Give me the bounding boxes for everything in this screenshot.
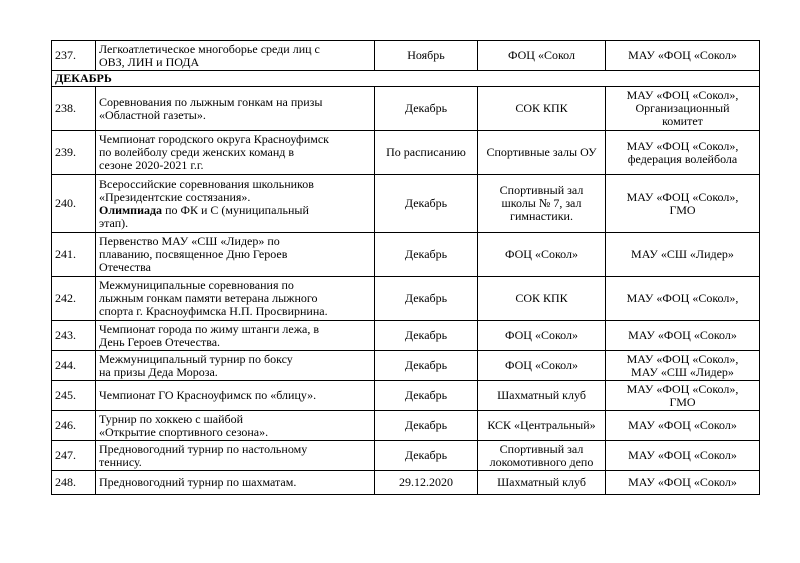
table-row [52, 381, 760, 411]
event-date-line: Декабрь [404, 448, 448, 462]
row-number-line: 242. [55, 291, 76, 305]
event-venue-cell [478, 277, 606, 321]
event-name-cell [96, 233, 375, 277]
event-organizer-line: МАУ «ФОЦ «Сокол», [626, 381, 739, 396]
event-name-line: Всероссийские соревнования школьников [99, 176, 314, 191]
event-organizer-cell [606, 87, 760, 131]
event-venue-line: СОК КПК [515, 291, 568, 305]
row-number-cell [52, 233, 96, 277]
event-name-line: Чемпионат ГО Красноуфимск по «блицу». [99, 388, 317, 402]
events-schedule-table [51, 40, 760, 495]
event-organizer-line: ГМО [669, 394, 696, 409]
row-number-line: 238. [55, 101, 76, 115]
event-name-line: «Открытие спортивного сезона». [99, 424, 269, 439]
event-date-line: Декабрь [404, 358, 448, 372]
section-header-row [52, 71, 760, 87]
event-date-cell [375, 277, 478, 321]
table-row [52, 321, 760, 351]
row-number-cell [52, 41, 96, 71]
table-row [52, 233, 760, 277]
event-name-cell [96, 131, 375, 175]
row-number-line: 239. [55, 145, 76, 159]
event-date-line: Декабрь [404, 247, 448, 261]
event-date-cell [375, 41, 478, 71]
event-date-cell [375, 233, 478, 277]
event-organizer-line: Организационный [635, 101, 730, 115]
event-name-line: лыжным гонкам памяти ветерана лыжного [99, 291, 318, 305]
event-venue-line: Спортивные залы ОУ [486, 145, 597, 159]
table-row [52, 87, 760, 131]
row-number-cell [52, 175, 96, 233]
event-name-line: этап). [99, 215, 129, 230]
event-date-line: По расписанию [386, 145, 466, 159]
row-number-line: 245. [55, 388, 76, 402]
row-number-cell [52, 131, 96, 175]
event-organizer-cell [606, 175, 760, 233]
event-name-cell [96, 277, 375, 321]
event-date-line: Декабрь [404, 291, 448, 305]
event-venue-line: школы № 7, зал [501, 196, 582, 210]
event-name-line: Чемпионат города по жиму штанги лежа, в [99, 321, 320, 336]
event-venue-line: Спортивный зал [499, 183, 584, 197]
event-organizer-cell [606, 411, 760, 441]
event-venue-line: КСК «Центральный» [487, 418, 596, 432]
event-date-cell [375, 441, 478, 471]
row-number-cell [52, 351, 96, 381]
row-number-line: 241. [55, 247, 76, 261]
event-organizer-line: МАУ «ФОЦ «Сокол», [626, 138, 739, 153]
event-name-cell [96, 411, 375, 441]
table-row [52, 175, 760, 233]
row-number-line: 248. [55, 475, 76, 489]
event-name-line: теннису. [99, 454, 142, 469]
event-name-cell [96, 441, 375, 471]
event-name-line: спорта г. Красноуфимска Н.П. Просвирнина. [99, 304, 328, 318]
event-organizer-line: МАУ «ФОЦ «Сокол» [628, 448, 737, 462]
event-venue-line: гимнастики. [510, 209, 573, 223]
event-organizer-cell [606, 441, 760, 471]
event-organizer-cell [606, 41, 760, 71]
event-organizer-line: МАУ «ФОЦ «Сокол» [628, 418, 737, 432]
event-name-cell [96, 381, 375, 411]
row-number-line: 240. [55, 196, 76, 210]
event-venue-cell [478, 441, 606, 471]
event-venue-cell [478, 175, 606, 233]
event-organizer-cell [606, 321, 760, 351]
event-venue-cell [478, 411, 606, 441]
event-organizer-line: комитет [662, 114, 703, 128]
event-organizer-cell [606, 131, 760, 175]
row-number-cell [52, 381, 96, 411]
event-venue-line: ФОЦ «Сокол [507, 48, 575, 62]
events-schedule-body [52, 41, 760, 495]
row-number-cell [52, 87, 96, 131]
event-date-cell [375, 175, 478, 233]
event-venue-line: Спортивный зал [499, 441, 584, 456]
row-number-line: 246. [55, 418, 76, 432]
event-name-line: Отечества [99, 260, 152, 274]
event-organizer-cell [606, 351, 760, 381]
event-date-cell [375, 87, 478, 131]
event-date-line: Декабрь [404, 388, 448, 402]
table-row [52, 41, 760, 71]
event-date-line: Декабрь [404, 328, 448, 342]
event-organizer-cell [606, 381, 760, 411]
event-organizer-cell [606, 471, 760, 495]
event-date-cell [375, 381, 478, 411]
event-date-cell [375, 471, 478, 495]
event-venue-cell [478, 471, 606, 495]
event-venue-cell [478, 233, 606, 277]
event-name-line: ОВЗ, ЛИН и ПОДА [99, 54, 200, 69]
event-date-line: Декабрь [404, 196, 448, 210]
event-venue-cell [478, 41, 606, 71]
event-name-line: Соревнования по лыжным гонкам на призы [99, 94, 323, 109]
event-organizer-line: МАУ «ФОЦ «Сокол» [628, 475, 737, 489]
event-name-cell [96, 87, 375, 131]
event-name-line: Турнир по хоккею с шайбой [99, 411, 244, 426]
table-row [52, 411, 760, 441]
row-number-line: 244. [55, 358, 76, 372]
event-name-line: Межмуниципальный турнир по боксу [99, 351, 293, 366]
section-label: ДЕКАБРЬ [52, 71, 760, 87]
event-name-line: Легкоатлетическое многоборье среди лиц с [99, 41, 320, 56]
event-venue-line: ФОЦ «Сокол» [504, 247, 578, 261]
event-date-cell [375, 321, 478, 351]
event-name-cell [96, 321, 375, 351]
event-organizer-line: МАУ «СШ «Лидер» [631, 364, 734, 379]
event-name-line: Первенство МАУ «СШ «Лидер» по [99, 234, 280, 248]
row-number-line: 247. [55, 448, 76, 462]
event-organizer-line: МАУ «ФОЦ «Сокол» [628, 48, 737, 62]
event-venue-cell [478, 87, 606, 131]
event-venue-cell [478, 351, 606, 381]
event-venue-cell [478, 321, 606, 351]
event-date-line: Ноябрь [407, 48, 445, 62]
row-number-cell [52, 321, 96, 351]
event-name-line: по волейболу среди женских команд в [99, 145, 295, 159]
event-date-line: 29.12.2020 [399, 475, 453, 489]
table-row [52, 351, 760, 381]
table-row [52, 441, 760, 471]
event-venue-cell [478, 131, 606, 175]
event-date-cell [375, 351, 478, 381]
event-venue-line: ФОЦ «Сокол» [504, 358, 578, 372]
event-organizer-line: МАУ «ФОЦ «Сокол», [626, 291, 739, 305]
event-name-line: День Героев Отечества. [99, 334, 221, 349]
row-number-cell [52, 441, 96, 471]
event-name-cell [96, 41, 375, 71]
event-name-cell [96, 175, 375, 233]
event-venue-line: СОК КПК [515, 101, 568, 115]
event-name-line: сезоне 2020-2021 г.г. [99, 158, 204, 172]
event-organizer-line: ГМО [669, 202, 696, 217]
table-row [52, 131, 760, 175]
event-name-line: «Президентские состязания». [99, 189, 251, 204]
event-venue-cell [478, 381, 606, 411]
row-number-cell [52, 277, 96, 321]
event-venue-line: локомотивного депо [489, 454, 594, 469]
event-organizer-cell [606, 277, 760, 321]
event-organizer-cell [606, 233, 760, 277]
table-row [52, 471, 760, 495]
event-date-cell [375, 411, 478, 441]
row-number-cell [52, 411, 96, 441]
table-row [52, 277, 760, 321]
event-organizer-line: МАУ «ФОЦ «Сокол», [626, 88, 739, 102]
bold-text: Олимпиада [99, 202, 163, 217]
event-name-cell [96, 471, 375, 495]
event-date-line: Декабрь [404, 101, 448, 115]
row-number-line: 243. [55, 328, 76, 342]
event-name-cell [96, 351, 375, 381]
event-name-line: Предновогодний турнир по настольному [99, 441, 308, 456]
event-organizer-line: МАУ «ФОЦ «Сокол», [626, 189, 739, 204]
event-venue-line: Шахматный клуб [497, 388, 586, 402]
event-name-line: Олимпиада по ФК и С (муниципальный [99, 202, 309, 217]
event-organizer-line: МАУ «ФОЦ «Сокол» [628, 328, 737, 342]
event-name-line: «Областной газеты». [99, 107, 206, 122]
event-organizer-line: МАУ «ФОЦ «Сокол», [626, 351, 739, 366]
row-number-line: 237. [55, 48, 76, 62]
event-venue-line: ФОЦ «Сокол» [504, 328, 578, 342]
event-organizer-line: федерация волейбола [627, 151, 738, 166]
event-name-line: Межмуниципальные соревнования по [99, 278, 294, 292]
event-name-line: Предновогодний турнир по шахматам. [99, 475, 297, 489]
row-number-cell [52, 471, 96, 495]
event-date-cell [375, 131, 478, 175]
event-name-line: на призы Деда Мороза. [99, 364, 218, 379]
event-name-line: плаванию, посвященное Дню Героев [99, 247, 288, 261]
event-name-line: Чемпионат городского округа Красноуфимск [99, 132, 329, 146]
event-date-line: Декабрь [404, 418, 448, 432]
event-organizer-line: МАУ «СШ «Лидер» [631, 247, 734, 261]
event-venue-line: Шахматный клуб [497, 475, 586, 489]
